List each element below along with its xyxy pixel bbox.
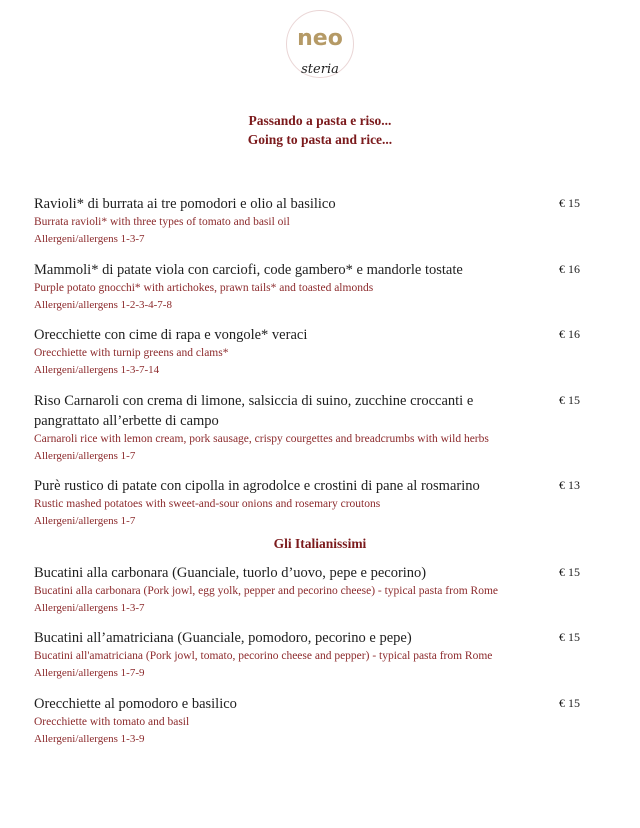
section-title: Gli Italianissimi [273,536,367,551]
menu-item [34,694,624,748]
dish-price: € 15 [559,565,580,579]
dish-price: € 15 [559,393,580,407]
dish-allergens: Allergeni/allergens 1-3-7-14 [34,364,160,376]
menu-item [34,563,624,617]
logo [286,10,354,78]
dish-price: € 15 [559,196,580,210]
dish-price: € 15 [559,696,580,710]
dish-name-english: Orecchiette with turnip greens and clams* [34,347,229,359]
section-title-english: Going to pasta and rice... [247,132,393,147]
dish-price: € 13 [559,478,580,492]
dish-price: € 15 [559,630,580,644]
dish-name-italian: Purè rustico di patate con cipolla in agrodolce e crostini di pane al rosmarino [34,478,480,494]
dish-name-english: Burrata ravioli* with three types of tomato and basil oil [34,216,290,228]
menu-item [34,260,624,314]
dish-name-italian: Bucatini all’amatriciana (Guanciale, pomodoro, pecorino e pepe) [34,630,412,646]
dish-allergens: Allergeni/allergens 1-3-7 [34,602,145,614]
menu-item [34,325,624,379]
dish-name-english: Purple potato gnocchi* with artichokes, prawn tails* and toasted almonds [34,282,374,294]
dish-name-italian: Orecchiette al pomodoro e basilico [34,696,237,712]
dish-allergens: Allergeni/allergens 1-3-9 [34,733,145,745]
dish-name-italian: Riso Carnaroli con crema di limone, salsiccia di suino, zucchine croccanti e pangrattato all’erbette di campo [34,393,474,429]
section-title-italian: Passando a pasta e riso... [248,113,392,128]
dish-name-italian: Ravioli* di burrata ai tre pomodori e olio al basilico [34,196,336,212]
dish-allergens: Allergeni/allergens 1-2-3-4-7-8 [34,299,172,311]
dish-allergens: Allergeni/allergens 1-7 [34,450,136,462]
menu-item [34,194,624,248]
dish-allergens: Allergeni/allergens 1-3-7 [34,233,145,245]
dish-name-italian: Bucatini alla carbonara (Guanciale, tuorlo d’uovo, pepe e pecorino) [34,565,427,581]
dish-price: € 16 [559,327,580,341]
dish-name-english: Rustic mashed potatoes with sweet-and-sour onions and rosemary croutons [34,498,381,510]
dish-allergens: Allergeni/allergens 1-7 [34,515,136,527]
menu-item [34,628,624,682]
dish-name-english: Bucatini all'amatriciana (Pork jowl, tomato, pecorino cheese and pepper) - typical pasta from Rome [34,650,493,662]
dish-name-english: Orecchiette with tomato and basil [34,716,190,728]
dish-name-english: Carnaroli rice with lemon cream, pork sausage, crispy courgettes and breadcrumbs with wild herbs [34,433,489,445]
logo-brand-bottom: steria [301,62,339,77]
logo-brand-top: neo [297,26,343,51]
dish-name-english: Bucatini alla carbonara (Pork jowl, egg yolk, pepper and pecorino cheese) - typical pasta from Rome [34,585,498,597]
dish-name-italian: Mammoli* di patate viola con carciofi, code gambero* e mandorle tostate [34,262,463,278]
dish-price: € 16 [559,262,580,276]
menu-item [34,391,624,465]
menu-item [34,476,624,530]
dish-name-italian: Orecchiette con cime di rapa e vongole* veraci [34,327,308,343]
dish-allergens: Allergeni/allergens 1-7-9 [34,667,145,679]
